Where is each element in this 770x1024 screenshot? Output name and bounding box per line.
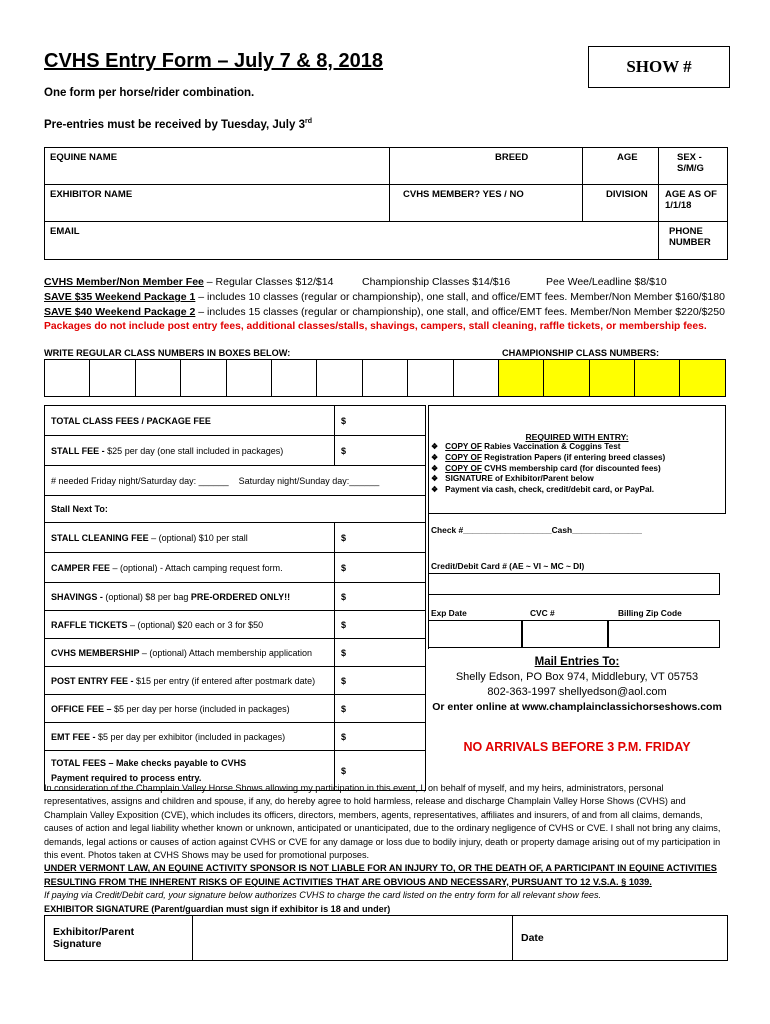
entry-info-grid <box>44 147 728 260</box>
emt-fee-amount[interactable]: $ <box>335 723 426 751</box>
class-box[interactable] <box>90 360 135 397</box>
class-box[interactable] <box>45 360 90 397</box>
championship-class-box[interactable] <box>544 360 589 397</box>
required-item: ❖ SIGNATURE of Exhibitor/Parent below <box>431 474 594 484</box>
show-number-box[interactable]: SHOW # <box>588 46 730 88</box>
class-box[interactable] <box>362 360 407 397</box>
check-cash-field[interactable]: Check #___________________Cash_______________ <box>431 525 642 535</box>
shavings-amount[interactable]: $ <box>335 583 426 611</box>
date-label: Date <box>513 916 553 961</box>
date-field[interactable] <box>553 916 728 961</box>
exp-date-box[interactable] <box>428 620 522 648</box>
form-title: CVHS Entry Form – July 7 & 8, 2018 <box>44 50 384 72</box>
card-number-field[interactable]: Credit/Debit Card # (AE ~ VI ~ MC ~ DI) <box>431 561 585 571</box>
email-field[interactable]: EMAIL <box>45 222 659 260</box>
age-as-of-field[interactable]: AGE AS OF 1/1/18 <box>659 185 728 222</box>
required-item: ❖ Payment via cash, check, credit/debit card, or PayPal. <box>431 485 655 495</box>
exp-date-label: Exp Date <box>431 608 467 618</box>
required-item: ❖ COPY OF CVHS membership card (for discounted fees) <box>431 463 661 473</box>
stall-fee-amount[interactable]: $ <box>335 436 426 466</box>
required-heading: REQUIRED WITH ENTRY: <box>525 432 629 442</box>
package-2-line: SAVE $40 Weekend Package 2 – includes 15 classes (regular or championship), one stall, and office/EMT fees. Member/Non Member $220/$250 <box>44 306 725 318</box>
post-entry-fee-label: POST ENTRY FEE - $15 per entry (if entered after postmark date) <box>45 667 335 695</box>
billing-zip-label: Billing Zip Code <box>618 608 682 618</box>
regular-class-label: WRITE REGULAR CLASS NUMBERS IN BOXES BELOW: <box>44 348 291 358</box>
class-box[interactable] <box>453 360 498 397</box>
signature-field[interactable] <box>193 916 513 961</box>
phone-number-field[interactable]: PHONE NUMBER <box>659 222 728 260</box>
release-text <box>44 782 730 916</box>
total-fees-amount[interactable]: $ <box>335 751 426 791</box>
exhibitor-name-field[interactable]: EXHIBITOR NAME <box>45 185 390 222</box>
one-form-note: One form per horse/rider combination. <box>44 87 255 99</box>
signature-label: Exhibitor/Parent Signature <box>45 916 193 961</box>
fees-table <box>44 405 426 791</box>
cvhs-member-field[interactable]: CVHS MEMBER? YES / NO <box>390 185 583 222</box>
stall-cleaning-label: STALL CLEANING FEE – (optional) $10 per stall <box>45 523 335 553</box>
emt-fee-label: EMT FEE - $5 per day per exhibitor (included in packages) <box>45 723 335 751</box>
class-box[interactable] <box>317 360 362 397</box>
billing-zip-box[interactable] <box>608 620 720 648</box>
cvc-label: CVC # <box>530 608 555 618</box>
total-class-fees-amount[interactable]: $ <box>335 406 426 436</box>
membership-amount[interactable]: $ <box>335 639 426 667</box>
championship-class-label: CHAMPIONSHIP CLASS NUMBERS: <box>502 348 660 358</box>
required-item: ❖ COPY OF Registration Papers (if entering breed classes) <box>431 452 666 462</box>
total-fees-label: TOTAL FEES – Make checks payable to CVHS Payment required to process entry. <box>45 751 335 791</box>
package-exclusions: Packages do not include post entry fees, additional classes/stalls, shavings, campers, stall cleaning, raffle tickets, or membership fees. <box>44 321 707 332</box>
raffle-tickets-amount[interactable]: $ <box>335 611 426 639</box>
camper-fee-amount[interactable]: $ <box>335 553 426 583</box>
class-box[interactable] <box>408 360 453 397</box>
stall-cleaning-amount[interactable]: $ <box>335 523 426 553</box>
member-fee-line: CVHS Member/Non Member Fee – Regular Classes $12/$14 Championship Classes $14/$16 Pee Wee/Leadline $8/$10 <box>44 276 667 288</box>
vermont-law-warning: UNDER VERMONT LAW, AN EQUINE ACTIVITY SPONSOR IS NOT LIABLE FOR AN INJURY TO, OR THE DEATH OF, A PARTICIPANT IN EQUINE ACTIVITIES RESULTING FROM THE INHERENT RISKS OF EQUINE ACTIVITIES THAT ARE OBVIOUS AND NECESSARY, PURSUANT TO 12 V.S.A. § 1039. <box>44 863 717 887</box>
breed-field[interactable]: BREED <box>390 148 583 185</box>
required-item: ❖ COPY OF Rabies Vaccination & Coggins Test <box>431 442 621 451</box>
mail-heading: Mail Entries To: <box>534 656 620 668</box>
stall-fee-label: STALL FEE - $25 per day (one stall included in packages) <box>45 436 335 466</box>
class-box[interactable] <box>181 360 226 397</box>
mail-contact: 802-363-1997 shellyedson@aol.com <box>487 686 667 698</box>
mail-address: Shelly Edson, PO Box 974, Middlebury, VT 05753 <box>455 671 699 683</box>
card-authorization-note: If paying via Credit/Debit card, your signature below authorizes CVHS to charge the card listed on the entry form for all relevant show fees. <box>44 890 602 901</box>
office-fee-label: OFFICE FEE – $5 per day per horse (included in packages) <box>45 695 335 723</box>
signature-heading: EXHIBITOR SIGNATURE (Parent/guardian must sign if exhibitor is 18 and under) <box>44 903 391 914</box>
championship-class-box[interactable] <box>498 360 543 397</box>
division-field[interactable]: DIVISION <box>583 185 659 222</box>
release-paragraph: In consideration of the Champlain Valley Horse Shows allowing my participation in this event, I, on behalf of myself, and my heirs, administrators, personal representatives, assigns and children and spouse, if any, do hereby agree to hold harmless, release and discharge Champlain Valley Horse Shows (CVHS) and Champlain Valley Exposition (CVE), which includes its officers, directors, members, agents, representatives, affiliates and insurers, of and from all claims, demands, causes of action and legal liability whether known or unknown, anticipated or unanticipated, due to the ordinary negligence of CVHS or CVE. I shall not bring any claims, demands, legal actions or causes of action against CVHS or CVE for any damage or loss due to bodily injury, death or property damage arising out of my participation in this event. Photos taken at CVHS Shows may be used for promotional purposes. <box>44 783 721 861</box>
class-box[interactable] <box>226 360 271 397</box>
membership-label: CVHS MEMBERSHIP – (optional) Attach membership application <box>45 639 335 667</box>
card-number-box[interactable] <box>428 573 720 595</box>
championship-class-box[interactable] <box>589 360 634 397</box>
mail-entries-block <box>428 655 726 715</box>
office-fee-amount[interactable]: $ <box>335 695 426 723</box>
total-class-fees-label: TOTAL CLASS FEES / PACKAGE FEE <box>45 406 335 436</box>
pre-entry-deadline: Pre-entries must be received by Tuesday, July 3rd <box>44 118 312 131</box>
stall-next-to[interactable]: Stall Next To: <box>45 496 426 523</box>
online-entry: Or enter online at www.champlainclassichorseshows.com <box>432 701 722 713</box>
class-box[interactable] <box>135 360 180 397</box>
no-arrivals-notice: NO ARRIVALS BEFORE 3 P.M. FRIDAY <box>463 740 691 754</box>
class-box[interactable] <box>271 360 316 397</box>
camper-fee-label: CAMPER FEE – (optional) - Attach camping request form. <box>45 553 335 583</box>
age-field[interactable]: AGE <box>583 148 659 185</box>
shavings-label: SHAVINGS - (optional) $8 per bag PRE-ORDERED ONLY!! <box>45 583 335 611</box>
stall-nights-needed[interactable]: # needed Friday night/Saturday day: ______ Saturday night/Sunday day:______ <box>45 466 426 496</box>
cvc-box[interactable] <box>522 620 608 648</box>
post-entry-fee-amount[interactable]: $ <box>335 667 426 695</box>
raffle-tickets-label: RAFFLE TICKETS – (optional) $20 each or 3 for $50 <box>45 611 335 639</box>
equine-name-field[interactable]: EQUINE NAME <box>45 148 390 185</box>
class-number-boxes <box>44 359 726 397</box>
sex-field[interactable]: SEX - S/M/G <box>659 148 728 185</box>
championship-class-box[interactable] <box>680 360 726 397</box>
championship-class-box[interactable] <box>635 360 680 397</box>
required-with-entry-box <box>428 405 726 514</box>
package-1-line: SAVE $35 Weekend Package 1 – includes 10 classes (regular or championship), one stall, and office/EMT fees. Member/Non Member $160/$180 <box>44 291 725 303</box>
signature-table <box>44 915 728 961</box>
